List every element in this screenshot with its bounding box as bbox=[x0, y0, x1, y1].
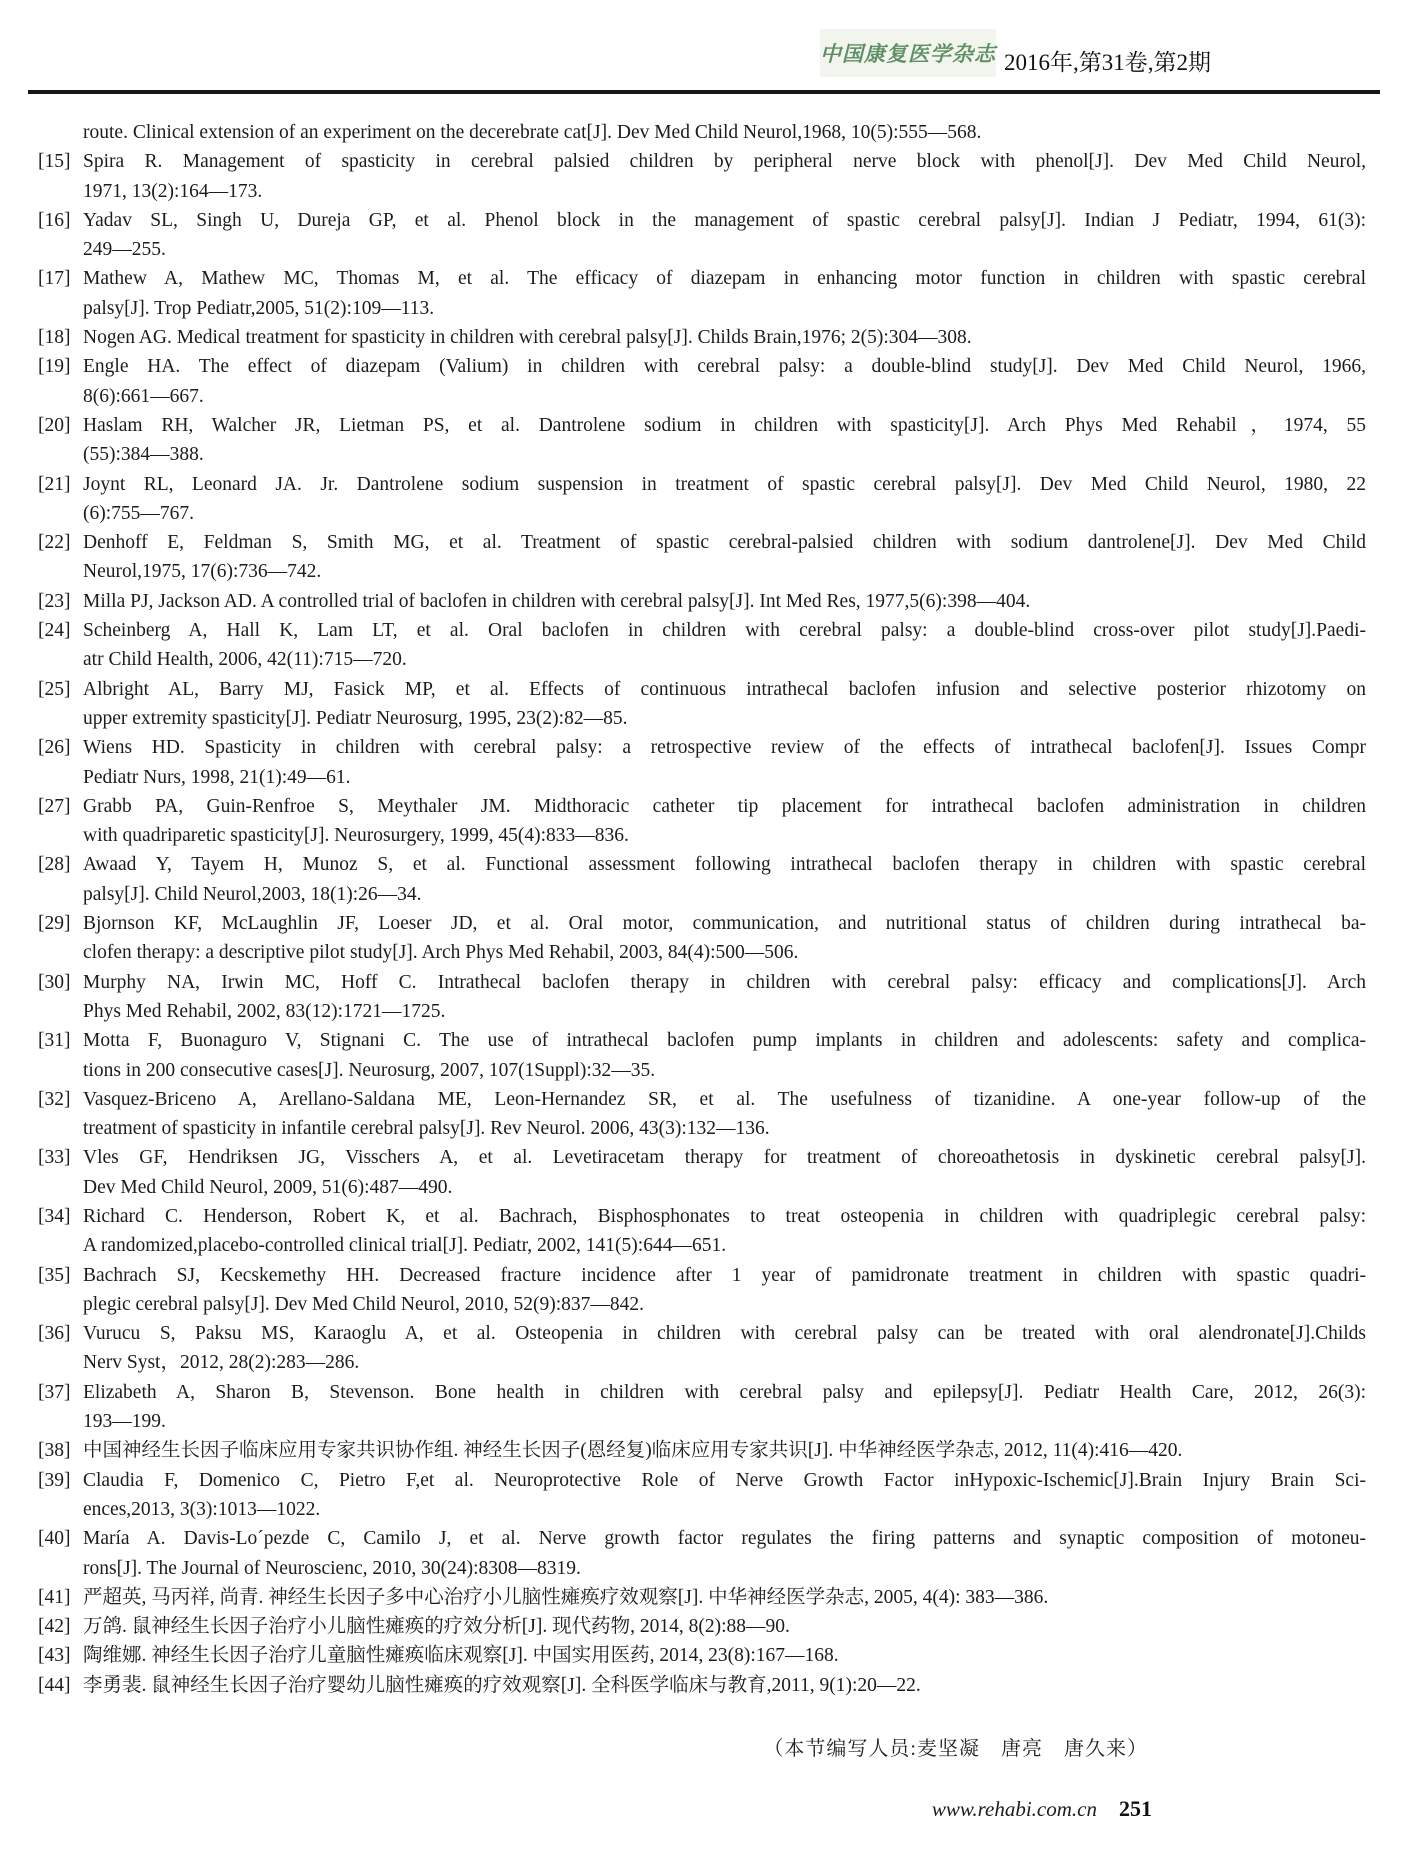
reference-item bbox=[36, 147, 1366, 206]
reference-number: [24] bbox=[38, 620, 71, 642]
reference-number: [43] bbox=[38, 1645, 71, 1667]
reference-line: Haslam RH, Walcher JR, Lietman PS, et al. Dantrolene sodium in children with spasticity[J]. Arch Phys Med Rehabil，1974, 55 bbox=[83, 414, 1366, 436]
reference-line: 李勇裴. 鼠神经生长因子治疗婴幼儿脑性瘫痪的疗效观察[J]. 全科医学临床与教育,2011, 9(1):20—22. bbox=[83, 1674, 921, 1696]
reference-number: [27] bbox=[38, 795, 71, 817]
reference-number: [37] bbox=[38, 1381, 71, 1403]
editors-note: （本节编写人员:麦坚凝 唐亮 唐久来） bbox=[763, 1738, 1148, 1760]
reference-item bbox=[36, 206, 1366, 265]
reference-line: route. Clinical extension of an experiment on the decerebrate cat[J]. Dev Med Child Neurol,1968, 10(5):555—568. bbox=[83, 122, 982, 143]
reference-number: [29] bbox=[38, 913, 71, 935]
reference-line: rons[J]. The Journal of Neuroscienc, 2010, 30(24):8308—8319. bbox=[83, 1557, 581, 1579]
reference-line: Neurol,1975, 17(6):736—742. bbox=[83, 561, 322, 583]
reference-number: [17] bbox=[38, 268, 71, 290]
reference-line: 严超英, 马丙祥, 尚青. 神经生长因子多中心治疗小儿脑性瘫痪疗效观察[J]. 中华神经医学杂志, 2005, 4(4): 383—386. bbox=[83, 1586, 1049, 1608]
reference-line: Elizabeth A, Sharon B, Stevenson. Bone health in children with cerebral palsy and epilepsy[J]. Pediatr Health Care, 2012, 26(3): bbox=[83, 1381, 1366, 1403]
website-url: www.rehabi.com.cn bbox=[931, 1797, 1097, 1821]
reference-number: [44] bbox=[38, 1674, 71, 1696]
reference-line: tions in 200 consecutive cases[J]. Neurosurg, 2007, 107(1Suppl):32—35. bbox=[83, 1059, 656, 1081]
reference-number: [23] bbox=[38, 590, 71, 612]
reference-line: Richard C. Henderson, Robert K, et al. Bachrach, Bisphosphonates to treat osteopenia in children with quadriplegic cerebral palsy: bbox=[83, 1205, 1366, 1227]
reference-line: Wiens HD. Spasticity in children with cerebral palsy: a retrospective review of the effects of intrathecal baclofen[J]. Issues Compr bbox=[83, 737, 1366, 759]
reference-item bbox=[36, 968, 1366, 1027]
reference-line: Scheinberg A, Hall K, Lam LT, et al. Oral baclofen in children with cerebral palsy: a double-blind cross-over pilot study[J].Paedi- bbox=[83, 620, 1366, 642]
reference-line: Pediatr Nurs, 1998, 21(1):49—61. bbox=[83, 766, 351, 788]
reference-item bbox=[36, 1524, 1366, 1583]
reference-item bbox=[36, 675, 1366, 734]
reference-line: Dev Med Child Neurol, 2009, 51(6):487—490. bbox=[83, 1176, 453, 1198]
reference-number: [25] bbox=[38, 678, 71, 700]
reference-item bbox=[36, 616, 1366, 675]
reference-line: 8(6):661—667. bbox=[83, 385, 204, 407]
reference-line: María A. Davis-Lo´pezde C, Camilo J, et al. Nerve growth factor regulates the firing patterns and synaptic composition of motoneu- bbox=[83, 1528, 1366, 1550]
reference-item bbox=[36, 264, 1366, 323]
reference-line: (6):755—767. bbox=[83, 502, 195, 524]
reference-number: [15] bbox=[38, 151, 71, 173]
reference-line: Yadav SL, Singh U, Dureja GP, et al. Phenol block in the management of spastic cerebral palsy[J]. Indian J Pediatr, 1994, 61(3): bbox=[83, 209, 1366, 231]
reference-line: Nogen AG. Medical treatment for spasticity in children with cerebral palsy[J]. Childs Brain,1976; 2(5):304—308. bbox=[83, 327, 972, 349]
journal-logo-text: 中国康复医学杂志 bbox=[820, 42, 996, 66]
reference-line: Grabb PA, Guin-Renfroe S, Meythaler JM. Midthoracic catheter tip placement for intrathecal baclofen administration in children bbox=[83, 795, 1366, 817]
reference-line: Vurucu S, Paksu MS, Karaoglu A, et al. Osteopenia in children with cerebral palsy can be treated with oral alendronate[J].Childs bbox=[83, 1323, 1366, 1345]
reference-item bbox=[36, 909, 1366, 968]
reference-item bbox=[36, 1026, 1366, 1085]
reference-line: palsy[J]. Child Neurol,2003, 18(1):26—34. bbox=[83, 883, 422, 905]
reference-line: Murphy NA, Irwin MC, Hoff C. Intrathecal baclofen therapy in children with cerebral palsy: efficacy and complications[J]. Arch bbox=[83, 971, 1366, 993]
reference-item bbox=[36, 1671, 1366, 1700]
reference-item bbox=[36, 1641, 1366, 1670]
reference-number: [16] bbox=[38, 209, 71, 231]
references-list bbox=[36, 118, 1366, 1700]
reference-line: Phys Med Rehabil, 2002, 83(12):1721—1725. bbox=[83, 1000, 446, 1022]
reference-number: [41] bbox=[38, 1586, 71, 1608]
reference-line: Spira R. Management of spasticity in cerebral palsied children by peripheral nerve block with phenol[J]. Dev Med Child Neurol, bbox=[83, 151, 1366, 173]
reference-number: [36] bbox=[38, 1323, 71, 1345]
reference-number: [20] bbox=[38, 414, 71, 436]
reference-number: [26] bbox=[38, 737, 71, 759]
page-footer bbox=[932, 1796, 1152, 1822]
reference-item bbox=[36, 1378, 1366, 1437]
reference-line: treatment of spasticity in infantile cerebral palsy[J]. Rev Neurol. 2006, 43(3):132—136. bbox=[83, 1118, 770, 1140]
reference-item bbox=[36, 1436, 1366, 1465]
reference-item bbox=[36, 587, 1366, 616]
reference-line: palsy[J]. Trop Pediatr,2005, 51(2):109—113. bbox=[83, 297, 435, 319]
reference-line: ences,2013, 3(3):1013—1022. bbox=[83, 1498, 321, 1520]
reference-number: [32] bbox=[38, 1088, 71, 1110]
reference-line: A randomized,placebo-controlled clinical trial[J]. Pediatr, 2002, 141(5):644—651. bbox=[83, 1235, 727, 1257]
reference-number: [38] bbox=[38, 1440, 71, 1462]
reference-item bbox=[36, 1319, 1366, 1378]
reference-number: [21] bbox=[38, 473, 71, 495]
reference-number: [18] bbox=[38, 327, 71, 349]
reference-number: [22] bbox=[38, 532, 71, 554]
reference-line: Engle HA. The effect of diazepam (Valium) in children with cerebral palsy: a double-blind study[J]. Dev Med Child Neurol, 1966, bbox=[83, 356, 1366, 378]
reference-line: Nerv Syst，2012, 28(2):283—286. bbox=[83, 1352, 360, 1374]
reference-number: [28] bbox=[38, 854, 71, 876]
reference-line: 193—199. bbox=[83, 1411, 166, 1433]
reference-item bbox=[36, 528, 1366, 587]
reference-number: [34] bbox=[38, 1205, 71, 1227]
header-divider bbox=[28, 90, 1380, 94]
reference-line: Vasquez-Briceno A, Arellano-Saldana ME, Leon-Hernandez SR, et al. The usefulness of tizanidine. A one-year follow-up of the bbox=[83, 1088, 1366, 1110]
reference-line: Bjornson KF, McLaughlin JF, Loeser JD, et al. Oral motor, communication, and nutritional status of children during intrathecal ba- bbox=[83, 913, 1366, 935]
reference-item bbox=[36, 352, 1366, 411]
reference-line: 249—255. bbox=[83, 239, 166, 261]
reference-number: [19] bbox=[38, 356, 71, 378]
reference-line: Denhoff E, Feldman S, Smith MG, et al. Treatment of spastic cerebral-palsied children with sodium dantrolene[J]. Dev Med Child bbox=[83, 532, 1366, 554]
reference-item bbox=[36, 792, 1366, 851]
reference-line: (55):384—388. bbox=[83, 444, 204, 466]
reference-item bbox=[36, 118, 1366, 147]
reference-line: 中国神经生长因子临床应用专家共识协作组. 神经生长因子(恩经复)临床应用专家共识[J]. 中华神经医学杂志, 2012, 11(4):416—420. bbox=[83, 1440, 1183, 1462]
reference-item bbox=[36, 1202, 1366, 1261]
reference-item bbox=[36, 1143, 1366, 1202]
reference-line: Motta F, Buonaguro V, Stignani C. The use of intrathecal baclofen pump implants in children and adolescents: safety and complica- bbox=[83, 1030, 1366, 1052]
reference-line: plegic cerebral palsy[J]. Dev Med Child Neurol, 2010, 52(9):837—842. bbox=[83, 1293, 645, 1315]
reference-line: clofen therapy: a descriptive pilot study[J]. Arch Phys Med Rehabil, 2003, 84(4):500—506. bbox=[83, 942, 799, 964]
reference-number: [31] bbox=[38, 1030, 71, 1052]
reference-item bbox=[36, 1612, 1366, 1641]
reference-line: Claudia F, Domenico C, Pietro F,et al. Neuroprotective Role of Nerve Growth Factor inHypoxic-Ischemic[J].Brain Injury Brain Sci- bbox=[83, 1469, 1366, 1491]
reference-line: 陶维娜. 神经生长因子治疗儿童脑性瘫痪临床观察[J]. 中国实用医药, 2014, 23(8):167—168. bbox=[83, 1645, 839, 1667]
reference-line: Bachrach SJ, Kecskemethy HH. Decreased fracture incidence after 1 year of pamidronate treatment in children with spastic quadri- bbox=[83, 1264, 1366, 1286]
reference-line: Albright AL, Barry MJ, Fasick MP, et al. Effects of continuous intrathecal baclofen infusion and selective posterior rhizotomy on bbox=[83, 678, 1366, 700]
reference-line: upper extremity spasticity[J]. Pediatr Neurosurg, 1995, 23(2):82—85. bbox=[83, 707, 628, 729]
reference-item bbox=[36, 733, 1366, 792]
reference-line: 万鸽. 鼠神经生长因子治疗小儿脑性瘫痪的疗效分析[J]. 现代药物, 2014, 8(2):88—90. bbox=[83, 1616, 790, 1638]
reference-line: Vles GF, Hendriksen JG, Visschers A, et al. Levetiracetam therapy for treatment of choreoathetosis in dyskinetic cerebral palsy[J]. bbox=[83, 1147, 1366, 1169]
reference-number: [42] bbox=[38, 1616, 71, 1638]
page-number: 251 bbox=[1119, 1796, 1152, 1821]
reference-item bbox=[36, 850, 1366, 909]
reference-line: Milla PJ, Jackson AD. A controlled trial of baclofen in children with cerebral palsy[J]. Int Med Res, 1977,5(6):398—404. bbox=[83, 590, 1031, 612]
reference-item bbox=[36, 1085, 1366, 1144]
reference-line: atr Child Health, 2006, 42(11):715—720. bbox=[83, 649, 407, 671]
reference-item bbox=[36, 323, 1366, 352]
reference-line: Awaad Y, Tayem H, Munoz S, et al. Functional assessment following intrathecal baclofen therapy in children with spastic cerebral bbox=[83, 854, 1366, 876]
issue-info: 2016年,第31卷,第2期 bbox=[1004, 50, 1211, 75]
reference-line: with quadriparetic spasticity[J]. Neurosurgery, 1999, 45(4):833—836. bbox=[83, 825, 629, 847]
reference-item bbox=[36, 411, 1366, 470]
reference-line: 1971, 13(2):164—173. bbox=[83, 180, 263, 202]
reference-number: [39] bbox=[38, 1469, 71, 1491]
reference-number: [35] bbox=[38, 1264, 71, 1286]
reference-item bbox=[36, 1583, 1366, 1612]
reference-number: [40] bbox=[38, 1528, 71, 1550]
reference-item bbox=[36, 1261, 1366, 1320]
reference-number: [33] bbox=[38, 1147, 71, 1169]
reference-item bbox=[36, 470, 1366, 529]
journal-logo bbox=[820, 29, 996, 77]
reference-line: Mathew A, Mathew MC, Thomas M, et al. The efficacy of diazepam in enhancing motor function in children with spastic cerebral bbox=[83, 268, 1366, 290]
reference-line: Joynt RL, Leonard JA. Jr. Dantrolene sodium suspension in treatment of spastic cerebral palsy[J]. Dev Med Child Neurol, 1980, 22 bbox=[83, 473, 1366, 495]
reference-item bbox=[36, 1466, 1366, 1525]
reference-number: [30] bbox=[38, 971, 71, 993]
